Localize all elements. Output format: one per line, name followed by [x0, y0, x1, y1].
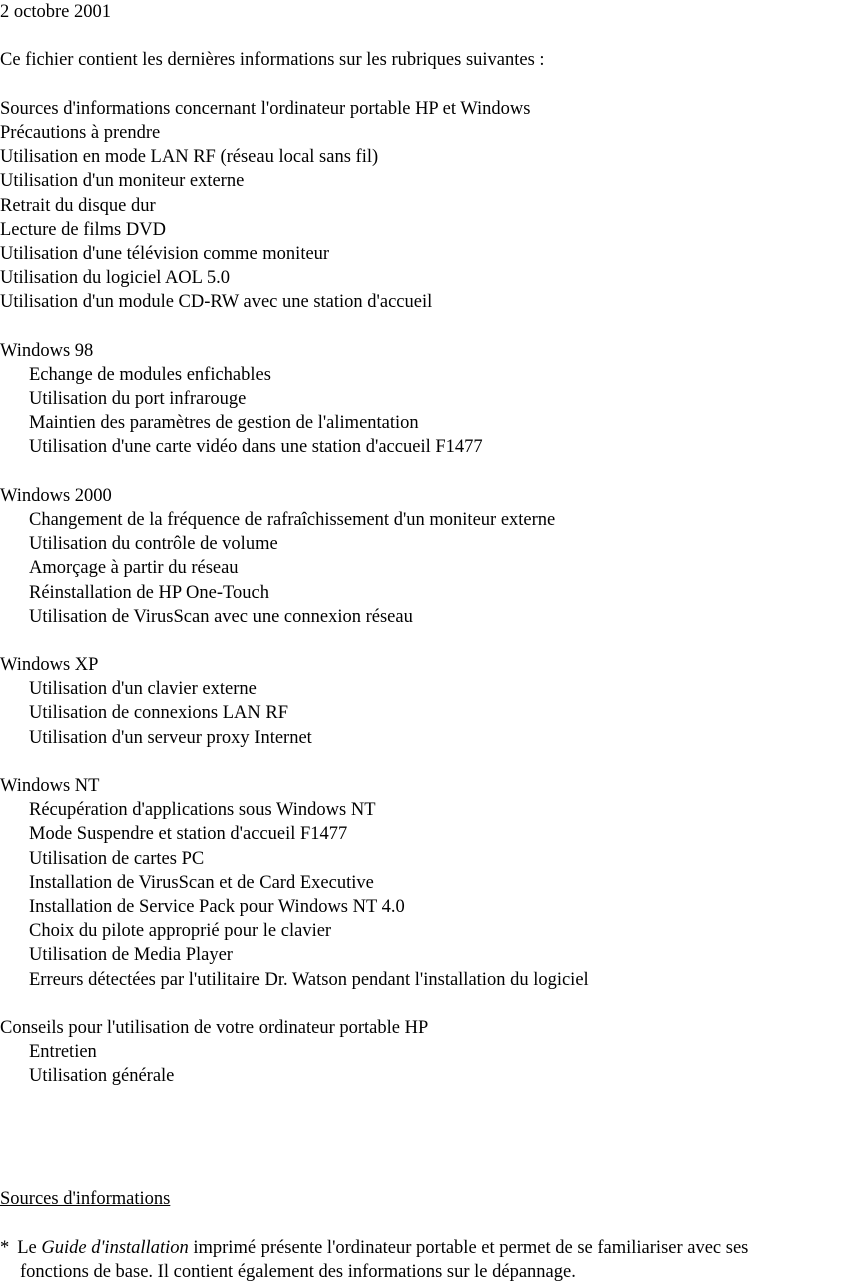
spacer [0, 992, 858, 1016]
spacer [0, 24, 858, 48]
section-title-windows-2000: Windows 2000 [0, 485, 112, 506]
topic-item: Utilisation d'un module CD-RW avec une station d'accueil [0, 292, 433, 313]
topic-item: Utilisation en mode LAN RF (réseau local sans fil) [0, 147, 379, 168]
windows-98-section [0, 339, 858, 460]
topic-item: Utilisation d'un serveur proxy Internet [29, 727, 312, 748]
topic-item: Installation de Service Pack pour Windows NT 4.0 [29, 896, 405, 917]
topic-item: Installation de VirusScan et de Card Executive [29, 872, 374, 893]
topic-item: Sources d'informations concernant l'ordinateur portable HP et Windows [0, 98, 531, 119]
general-topics-list [0, 97, 858, 315]
topic-item: Entretien [29, 1042, 97, 1063]
topic-item: Choix du pilote approprié pour le clavier [29, 921, 332, 942]
guide-title: Guide d'installation [41, 1238, 189, 1258]
spacer [0, 460, 858, 484]
topic-item: Utilisation de cartes PC [29, 848, 205, 869]
topic-item: Utilisation d'une télévision comme moniteur [0, 243, 330, 264]
bullet-marker: * [0, 1238, 10, 1258]
section-title-windows-xp: Windows XP [0, 655, 99, 676]
topic-item: Changement de la fréquence de rafraîchissement d'un moniteur externe [29, 509, 556, 530]
topic-item: Utilisation du contrôle de volume [29, 534, 278, 555]
topic-item: Amorçage à partir du réseau [29, 558, 239, 579]
sources-bullet-paragraph [0, 1236, 858, 1284]
document-date: 2 octobre 2001 [0, 2, 111, 22]
topic-item: Récupération d'applications sous Windows NT [29, 800, 376, 821]
topic-item: Utilisation du logiciel AOL 5.0 [0, 268, 231, 289]
topic-item: Lecture de films DVD [0, 219, 166, 240]
topic-item: Utilisation du port infrarouge [29, 389, 247, 409]
windows-xp-section [0, 653, 858, 750]
section-title-windows-98: Windows 98 [0, 340, 94, 361]
sources-heading: Sources d'informations [0, 1189, 171, 1209]
bullet-text-line2: fonctions de base. Il contient également des informations sur le dépannage. [20, 1262, 576, 1283]
topic-item: Mode Suspendre et station d'accueil F1477 [29, 824, 348, 845]
topic-item: Précautions à prendre [0, 122, 161, 143]
topic-item: Erreurs détectées par l'utilitaire Dr. Watson pendant l'installation du logiciel [29, 969, 589, 990]
bullet-text-line1: imprimé présente l'ordinateur portable et permet de se familiariser avec ses [193, 1238, 749, 1258]
spacer [0, 750, 858, 774]
topic-item: Utilisation de Media Player [29, 945, 233, 966]
topic-item: Utilisation de connexions LAN RF [29, 703, 288, 724]
spacer [0, 629, 858, 653]
spacer [0, 73, 858, 97]
topic-item: Utilisation générale [29, 1066, 175, 1087]
section-title-windows-nt: Windows NT [0, 776, 100, 796]
bullet-prefix: Le [17, 1238, 37, 1258]
intro-text: Ce fichier contient les dernières informations sur les rubriques suivantes : [0, 50, 545, 71]
topic-item: Utilisation d'un moniteur externe [0, 171, 245, 192]
topic-item: Utilisation de VirusScan avec une connexion réseau [29, 606, 413, 627]
tips-section [0, 1016, 858, 1089]
windows-nt-section [0, 774, 858, 992]
topic-item: Utilisation d'une carte vidéo dans une station d'accueil F1477 [29, 437, 483, 458]
windows-2000-section [0, 484, 858, 629]
topic-item: Retrait du disque dur [0, 195, 156, 216]
topic-item: Echange de modules enfichables [29, 364, 271, 385]
topic-item: Utilisation d'un clavier externe [29, 679, 257, 700]
spacer [0, 314, 858, 338]
section-title-tips: Conseils pour l'utilisation de votre ordinateur portable HP [0, 1017, 429, 1038]
topic-item: Réinstallation de HP One-Touch [29, 582, 270, 603]
topic-item: Maintien des paramètres de gestion de l'alimentation [29, 413, 419, 434]
